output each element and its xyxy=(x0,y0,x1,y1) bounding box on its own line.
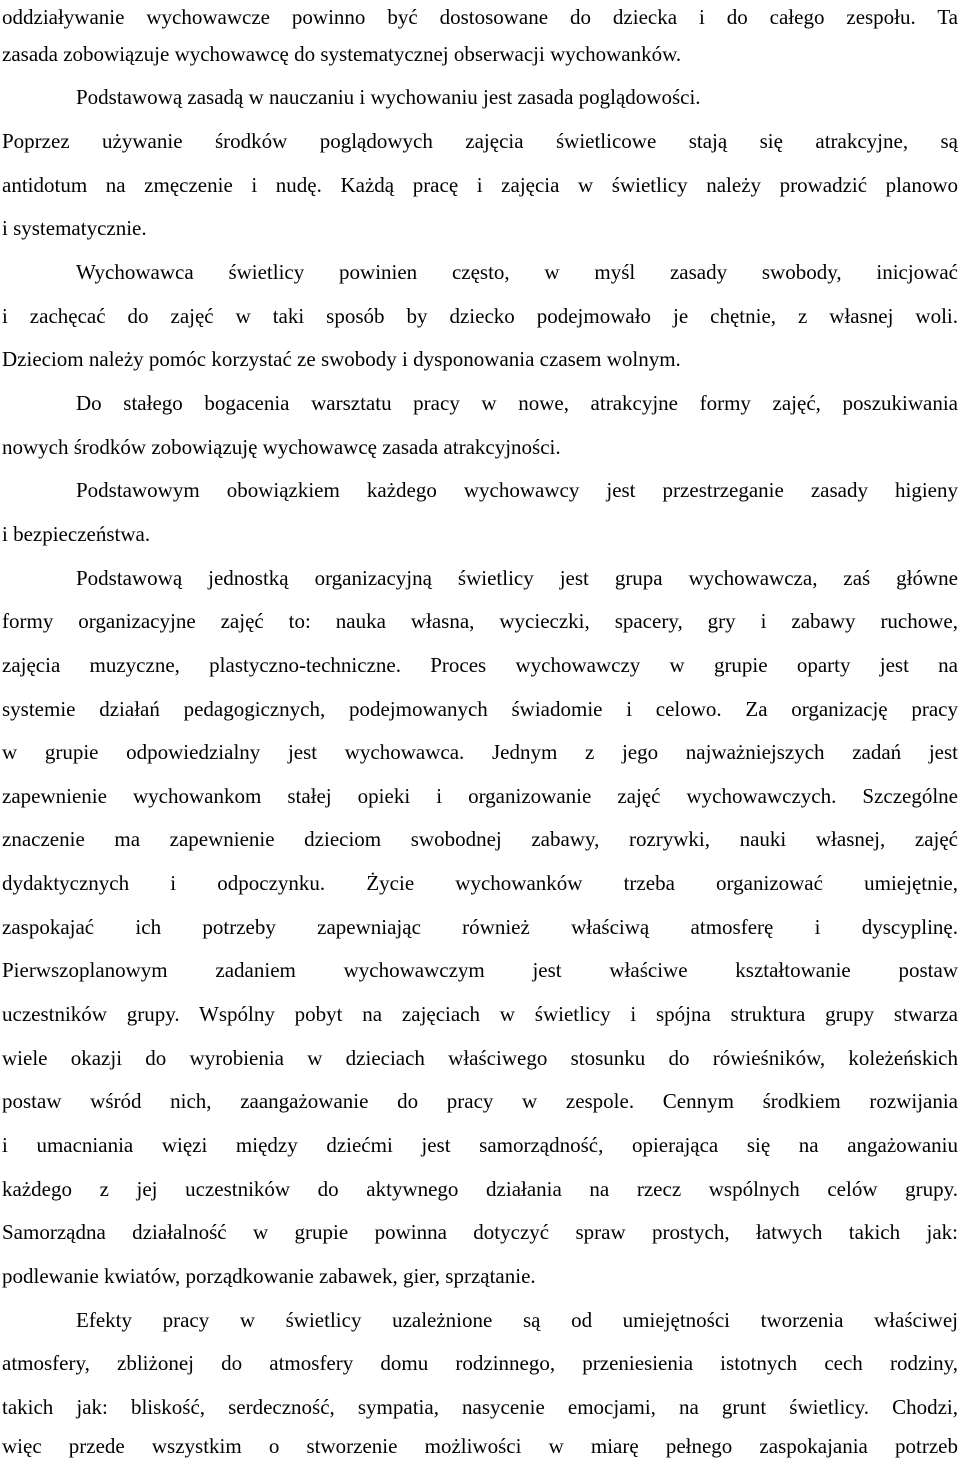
text-line: zasada zobowiązuje wychowawcę do systematycznej obserwacji wychowanków. xyxy=(2,42,682,66)
text-line: i zachęcać do zajęć w taki sposób by dziecko podejmowało je chętnie, z własnej woli. xyxy=(2,304,958,328)
text-line: Dzieciom należy pomóc korzystać ze swobody i dysponowania czasem wolnym. xyxy=(2,347,681,371)
text-line: i systematycznie. xyxy=(2,216,147,240)
text-line: antidotum na zmęczenie i nudę. Każdą pracę i zajęcia w świetlicy należy prowadzić planowo xyxy=(2,173,958,197)
text-line: systemie działań pedagogicznych, podejmowanych świadomie i celowo. Za organizację pracy xyxy=(2,697,958,721)
text-line: atmosfery, zbliżonej do atmosfery domu rodzinnego, przeniesienia istotnych cech rodziny, xyxy=(2,1351,958,1375)
text-line: Podstawowym obowiązkiem każdego wychowawcy jest przestrzeganie zasady higieny xyxy=(76,478,958,502)
text-line: każdego z jej uczestników do aktywnego działania na rzecz wspólnych celów grupy. xyxy=(2,1177,958,1201)
text-line: zapewnienie wychowankom stałej opieki i organizowanie zajęć wychowawczych. Szczególne xyxy=(2,784,958,808)
text-line: nowych środków zobowiązuję wychowawcę zasada atrakcyjności. xyxy=(2,435,561,459)
text-line: takich jak: bliskość, serdeczność, sympatia, nasycenie emocjami, na grunt świetlicy. Chodzi, xyxy=(2,1395,958,1419)
text-line: Wychowawca świetlicy powinien często, w myśl zasady swobody, inicjować xyxy=(76,260,958,284)
text-line: znaczenie ma zapewnienie dzieciom swobodnej zabawy, rozrywki, nauki własnej, zajęć xyxy=(2,827,958,851)
text-line: Pierwszoplanowym zadaniem wychowawczym jest właściwe kształtowanie postaw xyxy=(2,958,958,982)
text-line: Poprzez używanie środków poglądowych zajęcia świetlicowe stają się atrakcyjne, są xyxy=(2,129,958,153)
text-line: wiele okazji do wyrobienia w dzieciach właściwego stosunku do rówieśników, koleżeńskich xyxy=(2,1046,958,1070)
text-line: dydaktycznych i odpoczynku. Życie wychowanków trzeba organizować umiejętnie, xyxy=(2,871,958,895)
text-line: Podstawową zasadą w nauczaniu i wychowaniu jest zasada poglądowości. xyxy=(76,85,701,109)
text-line: postaw wśród nich, zaangażowanie do pracy w zespole. Cennym środkiem rozwijania xyxy=(2,1089,958,1113)
text-line: Samorządna działalność w grupie powinna dotyczyć spraw prostych, łatwych takich jak: xyxy=(2,1220,958,1244)
text-line: w grupie odpowiedzialny jest wychowawca. Jednym z jego najważniejszych zadań jest xyxy=(2,740,958,764)
text-line: Efekty pracy w świetlicy uzależnione są od umiejętności tworzenia właściwej xyxy=(76,1308,958,1332)
text-line: i bezpieczeństwa. xyxy=(2,522,151,546)
text-line: uczestników grupy. Wspólny pobyt na zajęciach w świetlicy i spójna struktura grupy stwarza xyxy=(2,1002,958,1026)
text-line: i umacniania więzi między dziećmi jest samorządność, opierająca się na angażowaniu xyxy=(2,1133,958,1157)
text-line: zajęcia muzyczne, plastyczno-techniczne. Proces wychowawczy w grupie oparty jest na xyxy=(2,653,958,677)
text-line: więc przede wszystkim o stworzenie możliwości w miarę pełnego zaspokajania potrzeb xyxy=(2,1434,958,1458)
text-line: zaspokajać ich potrzeby zapewniając również właściwą atmosferę i dyscyplinę. xyxy=(2,915,958,939)
text-line: formy organizacyjne zajęć to: nauka własna, wycieczki, spacery, gry i zabawy ruchowe, xyxy=(2,609,958,633)
text-line: podlewanie kwiatów, porządkowanie zabawek, gier, sprzątanie. xyxy=(2,1264,536,1288)
text-line: Do stałego bogacenia warsztatu pracy w nowe, atrakcyjne formy zajęć, poszukiwania xyxy=(76,391,958,415)
text-line: Podstawową jednostką organizacyjną świetlicy jest grupa wychowawcza, zaś główne xyxy=(76,566,958,590)
text-line: oddziaływanie wychowawcze powinno być dostosowane do dziecka i do całego zespołu. Ta xyxy=(2,5,958,29)
